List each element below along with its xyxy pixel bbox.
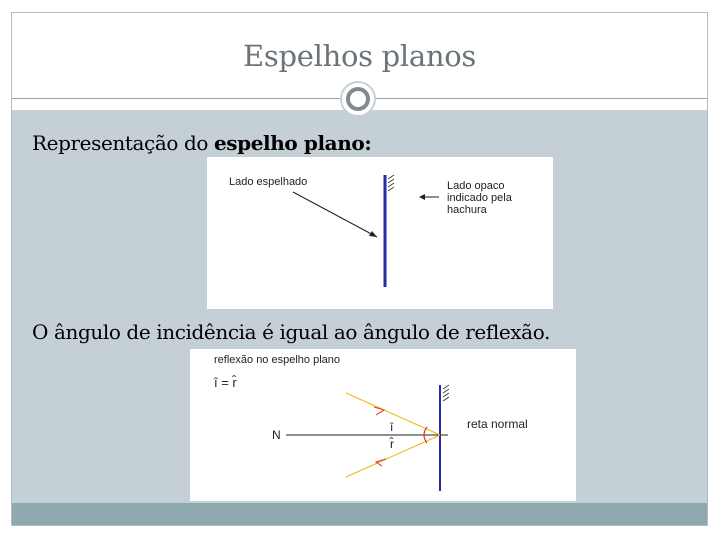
reflection-figure	[190, 349, 576, 501]
line1-bold: espelho plano:	[213, 131, 372, 155]
pointer-line	[293, 192, 377, 237]
label-angle-r: r̂	[390, 437, 394, 451]
mirror-representation-text	[32, 131, 371, 155]
label-opaque-2: indicado pela	[447, 192, 512, 204]
label-angle-i: î	[390, 420, 394, 434]
mirror-figure	[207, 157, 553, 309]
mirror-diagram	[207, 157, 553, 309]
reflection-title: reflexão no espelho plano	[214, 354, 340, 366]
label-mirrored-side: Lado espelhado	[229, 176, 308, 188]
angle-equation: î = r̂	[214, 375, 237, 390]
hatching-icon	[388, 175, 394, 191]
title-ornament-circle-icon	[340, 81, 376, 117]
reflection-law-text: O ângulo de incidência é igual ao ângulo de reflexão.	[32, 320, 550, 344]
opaque-arrowhead-icon	[419, 194, 425, 200]
label-opaque-3: hachura	[447, 204, 487, 216]
label-normal: reta normal	[467, 417, 528, 431]
incident-arrow-icon	[374, 407, 384, 415]
label-n: N	[272, 428, 281, 442]
pointer-arrowhead-icon	[369, 231, 377, 237]
reflection-diagram	[190, 349, 576, 501]
ornament-ring	[346, 87, 370, 111]
label-opaque-1: Lado opaco	[447, 180, 505, 192]
reflection-hatching-icon	[443, 385, 449, 401]
line1-prefix: Representação do	[32, 131, 214, 155]
page-title: Espelhos planos	[243, 39, 476, 73]
